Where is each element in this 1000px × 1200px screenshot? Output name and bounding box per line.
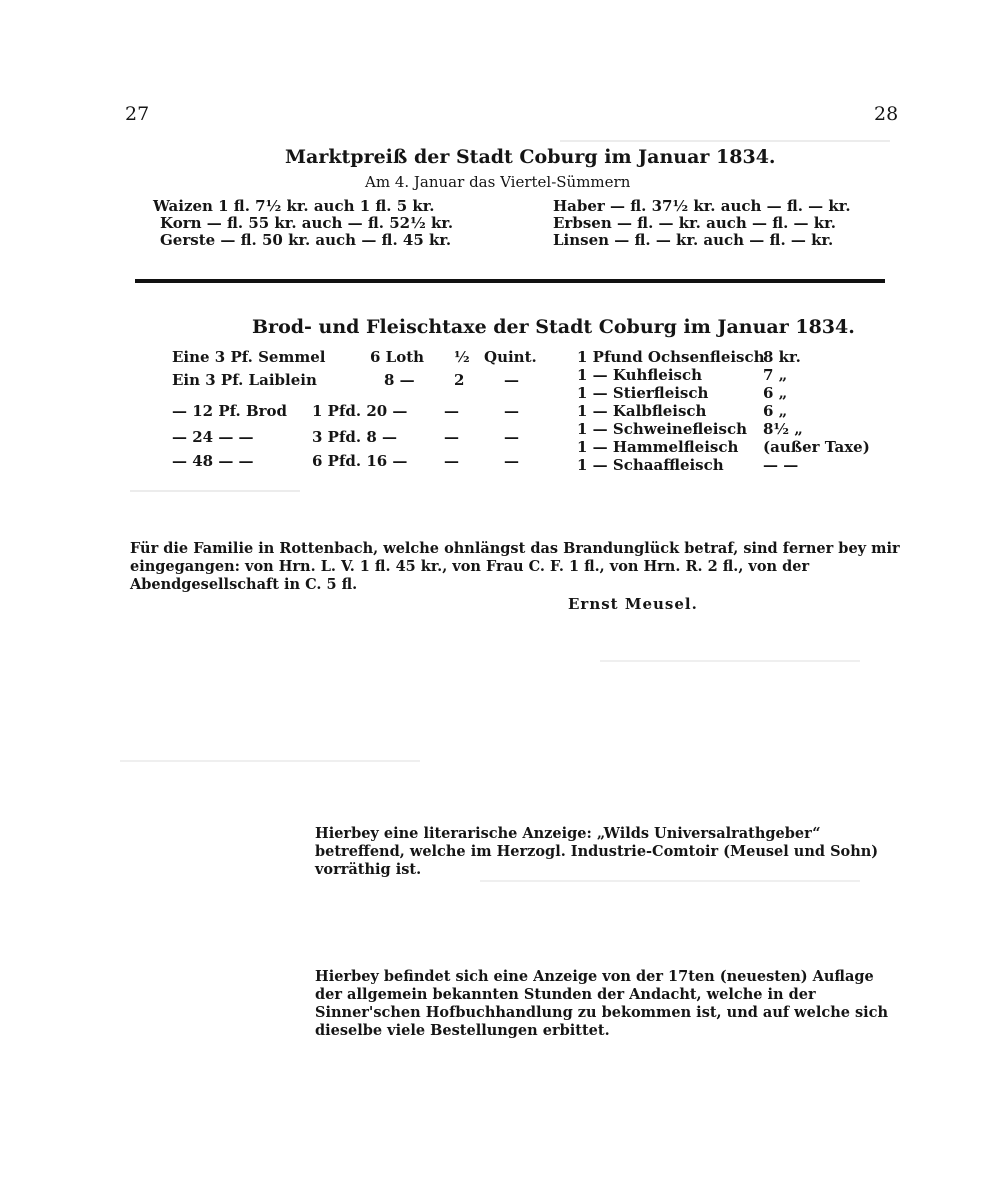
meat-item: 1 — Kuhfleisch bbox=[577, 366, 703, 384]
bread-weight: 6 Loth bbox=[370, 348, 425, 366]
bread-item: Eine 3 Pf. Semmel bbox=[172, 348, 326, 366]
bread-weight: 3 Pfd. 8 — bbox=[312, 428, 397, 446]
bread-fraction: 2 bbox=[454, 371, 465, 389]
meat-item: 1 — Hammelfleisch bbox=[577, 438, 739, 456]
meat-price: 6 „ bbox=[763, 402, 788, 420]
literary-notice-universalrathgeber: Hierbey eine literarische Anzeige: „Wilds Universalrathgeber“ betreffend, welche im Herzogl. Industrie-Comtoir (Meusel und Sohn) vorräthig ist. bbox=[315, 825, 879, 878]
market-row-haber: Haber — fl. 37½ kr. auch — fl. — kr. bbox=[553, 197, 851, 215]
market-row-waizen: Waizen 1 fl. 7½ kr. auch 1 fl. 5 kr. bbox=[153, 197, 435, 215]
notice-stunden-der-andacht: Hierbey befindet sich eine Anzeige von der 17ten (neuesten) Auflage der allgemein bekannten Stunden der Andacht, welche in der Sinner'schen Hofbuchhandlung zu bekommen ist, und auf welche sich dieselbe viele Bestellungen erbittet. bbox=[315, 968, 889, 1039]
bread-fraction: — bbox=[444, 428, 459, 446]
market-price-title: Marktpreiß der Stadt Coburg im Januar 1834. bbox=[285, 146, 776, 168]
bleed-through-shadow bbox=[480, 880, 860, 882]
bread-quint: — bbox=[504, 402, 519, 420]
meat-item: 1 — Schaaffleisch bbox=[577, 456, 724, 474]
bread-fraction: — bbox=[444, 402, 459, 420]
page-number-right: 28 bbox=[874, 103, 899, 125]
meat-price: 8 kr. bbox=[763, 348, 801, 366]
meat-item: 1 — Schweinefleisch bbox=[577, 420, 747, 438]
meat-price: (außer Taxe) bbox=[763, 438, 870, 456]
bread-weight: 8 — bbox=[384, 371, 415, 389]
market-row-erbsen: Erbsen — fl. — kr. auch — fl. — kr. bbox=[553, 214, 836, 232]
meat-item: 1 — Kalbfleisch bbox=[577, 402, 707, 420]
bread-quint: — bbox=[504, 428, 519, 446]
meat-price: 8½ „ bbox=[763, 420, 803, 438]
market-price-subtitle: Am 4. Januar das Viertel-Sümmern bbox=[365, 173, 631, 191]
meat-item: 1 Pfund Ochsenfleisch bbox=[577, 348, 765, 366]
bleed-through-shadow bbox=[600, 660, 860, 662]
market-row-gerste: Gerste — fl. 50 kr. auch — fl. 45 kr. bbox=[160, 231, 452, 249]
taxe-title: Brod- und Fleischtaxe der Stadt Coburg im Januar 1834. bbox=[252, 316, 855, 338]
market-row-linsen: Linsen — fl. — kr. auch — fl. — kr. bbox=[553, 231, 834, 249]
bread-quint: — bbox=[504, 371, 519, 389]
bread-item: — 24 — — bbox=[172, 428, 254, 446]
bread-weight: 6 Pfd. 16 — bbox=[312, 452, 408, 470]
bread-fraction: — bbox=[444, 452, 459, 470]
bread-quint: — bbox=[504, 452, 519, 470]
meat-item: 1 — Stierfleisch bbox=[577, 384, 709, 402]
meat-price: — — bbox=[763, 456, 799, 474]
bleed-through-shadow bbox=[560, 140, 890, 142]
bread-item: Ein 3 Pf. Laiblein bbox=[172, 371, 317, 389]
bread-quint: Quint. bbox=[484, 348, 537, 366]
market-row-korn: Korn — fl. 55 kr. auch — fl. 52½ kr. bbox=[160, 214, 454, 232]
page-number-left: 27 bbox=[125, 103, 150, 125]
bleed-through-shadow bbox=[120, 760, 420, 762]
donation-signature: Ernst Meusel. bbox=[568, 595, 698, 613]
meat-price: 7 „ bbox=[763, 366, 788, 384]
section-divider bbox=[135, 279, 885, 283]
bread-fraction: ½ bbox=[454, 348, 470, 366]
bread-item: — 12 Pf. Brod bbox=[172, 402, 288, 420]
bread-item: — 48 — — bbox=[172, 452, 254, 470]
bleed-through-shadow bbox=[130, 490, 300, 492]
donation-notice: Für die Familie in Rottenbach, welche ohnlängst das Brandunglück betraf, sind ferner bey mir eingegangen: von Hrn. L. V. 1 fl. 45 kr., von Frau C. F. 1 fl., von Hrn. R. 2 fl., von der Abendgesellschaft in C. 5 fl. bbox=[130, 540, 900, 593]
meat-price: 6 „ bbox=[763, 384, 788, 402]
bread-weight: 1 Pfd. 20 — bbox=[312, 402, 408, 420]
